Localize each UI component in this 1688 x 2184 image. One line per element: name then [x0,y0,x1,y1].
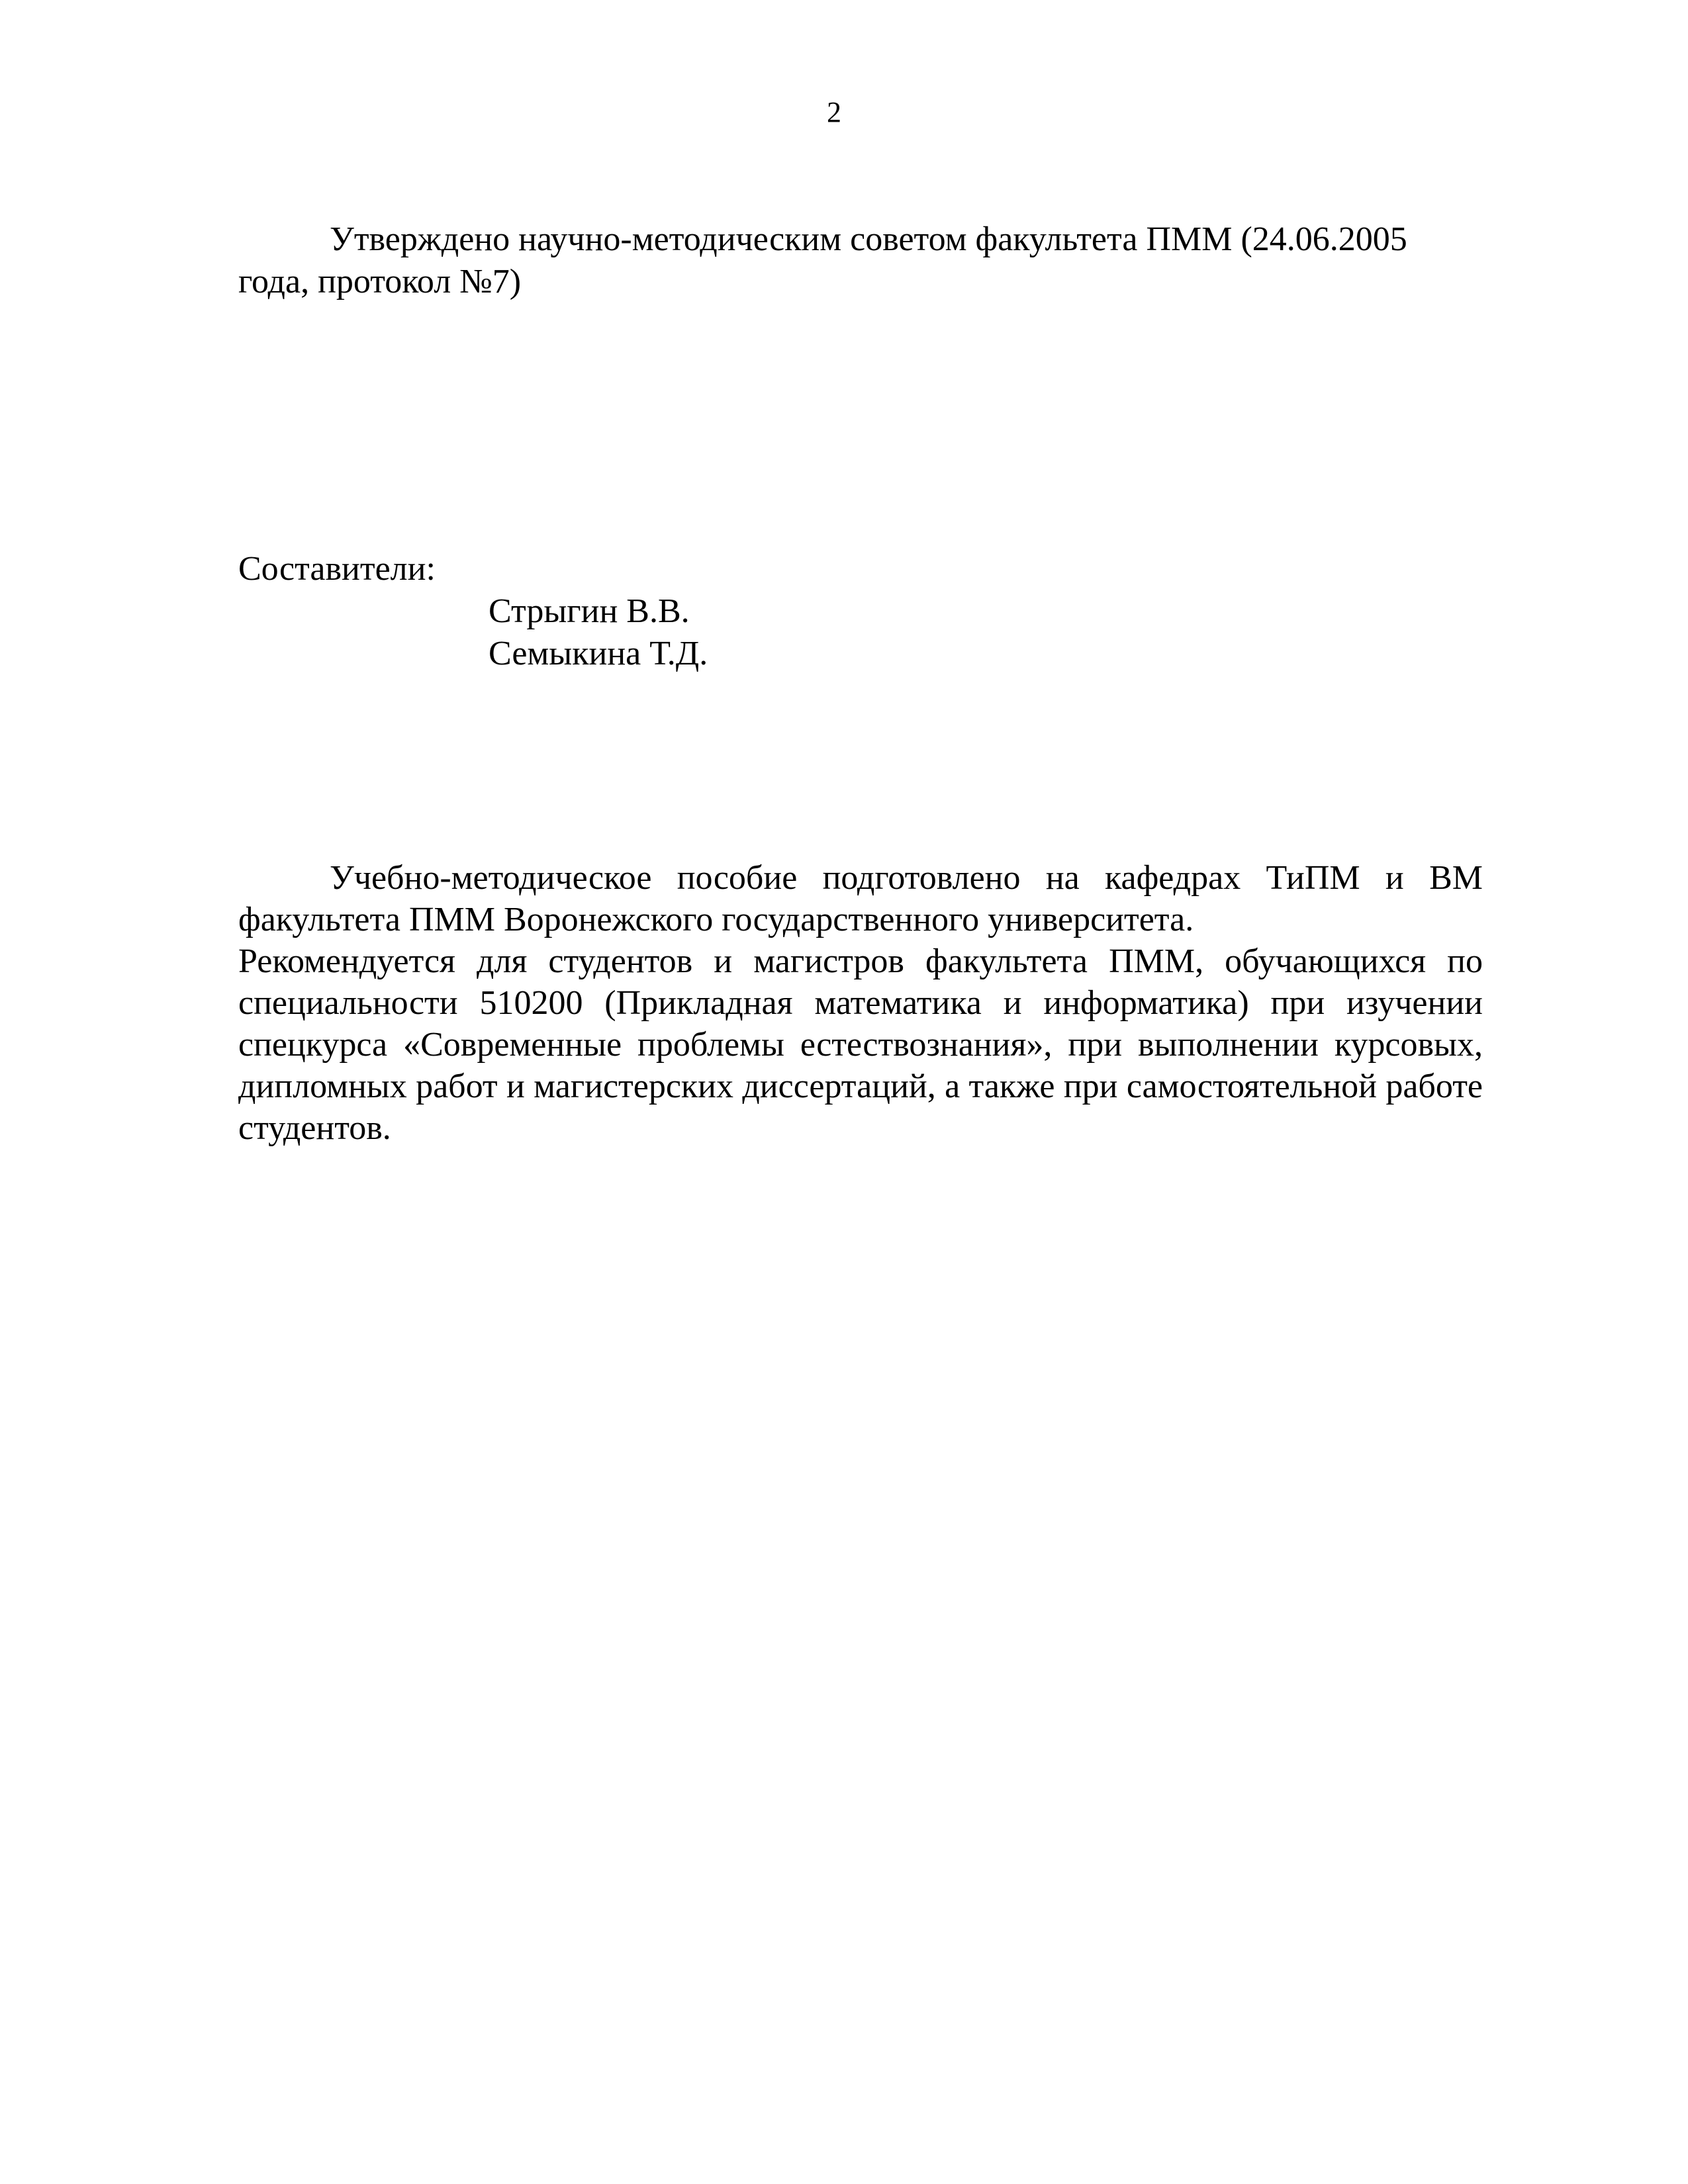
description-paragraph-recommended: Рекомендуется для студентов и магистров факультета ПММ, обучающихся по специальности 510200 (Прикладная математика и информатика) при изучении спецкурса «Современные проблемы естествознания», при выполнении курсовых, дипломных работ и магистерских диссертаций, а также при самостоятельной работе студентов. [238,942,1483,1147]
compiler-name: Стрыгин В.В. [489,592,690,630]
compilers-label: Составители: [238,550,436,588]
description-paragraph-prepared: Учебно-методическое пособие подготовлено на кафедрах ТиПМ и ВМ факультета ПММ Воронежского государственного университета. [238,859,1483,938]
compiler-name: Семыкина Т.Д. [489,635,708,672]
page-number: 2 [827,96,841,128]
description-block [238,857,1483,1149]
approval-statement: Утверждено научно-методическим советом факультета ПММ (24.06.2005 года, протокол №7) [238,220,1407,300]
compilers-list [489,590,708,675]
